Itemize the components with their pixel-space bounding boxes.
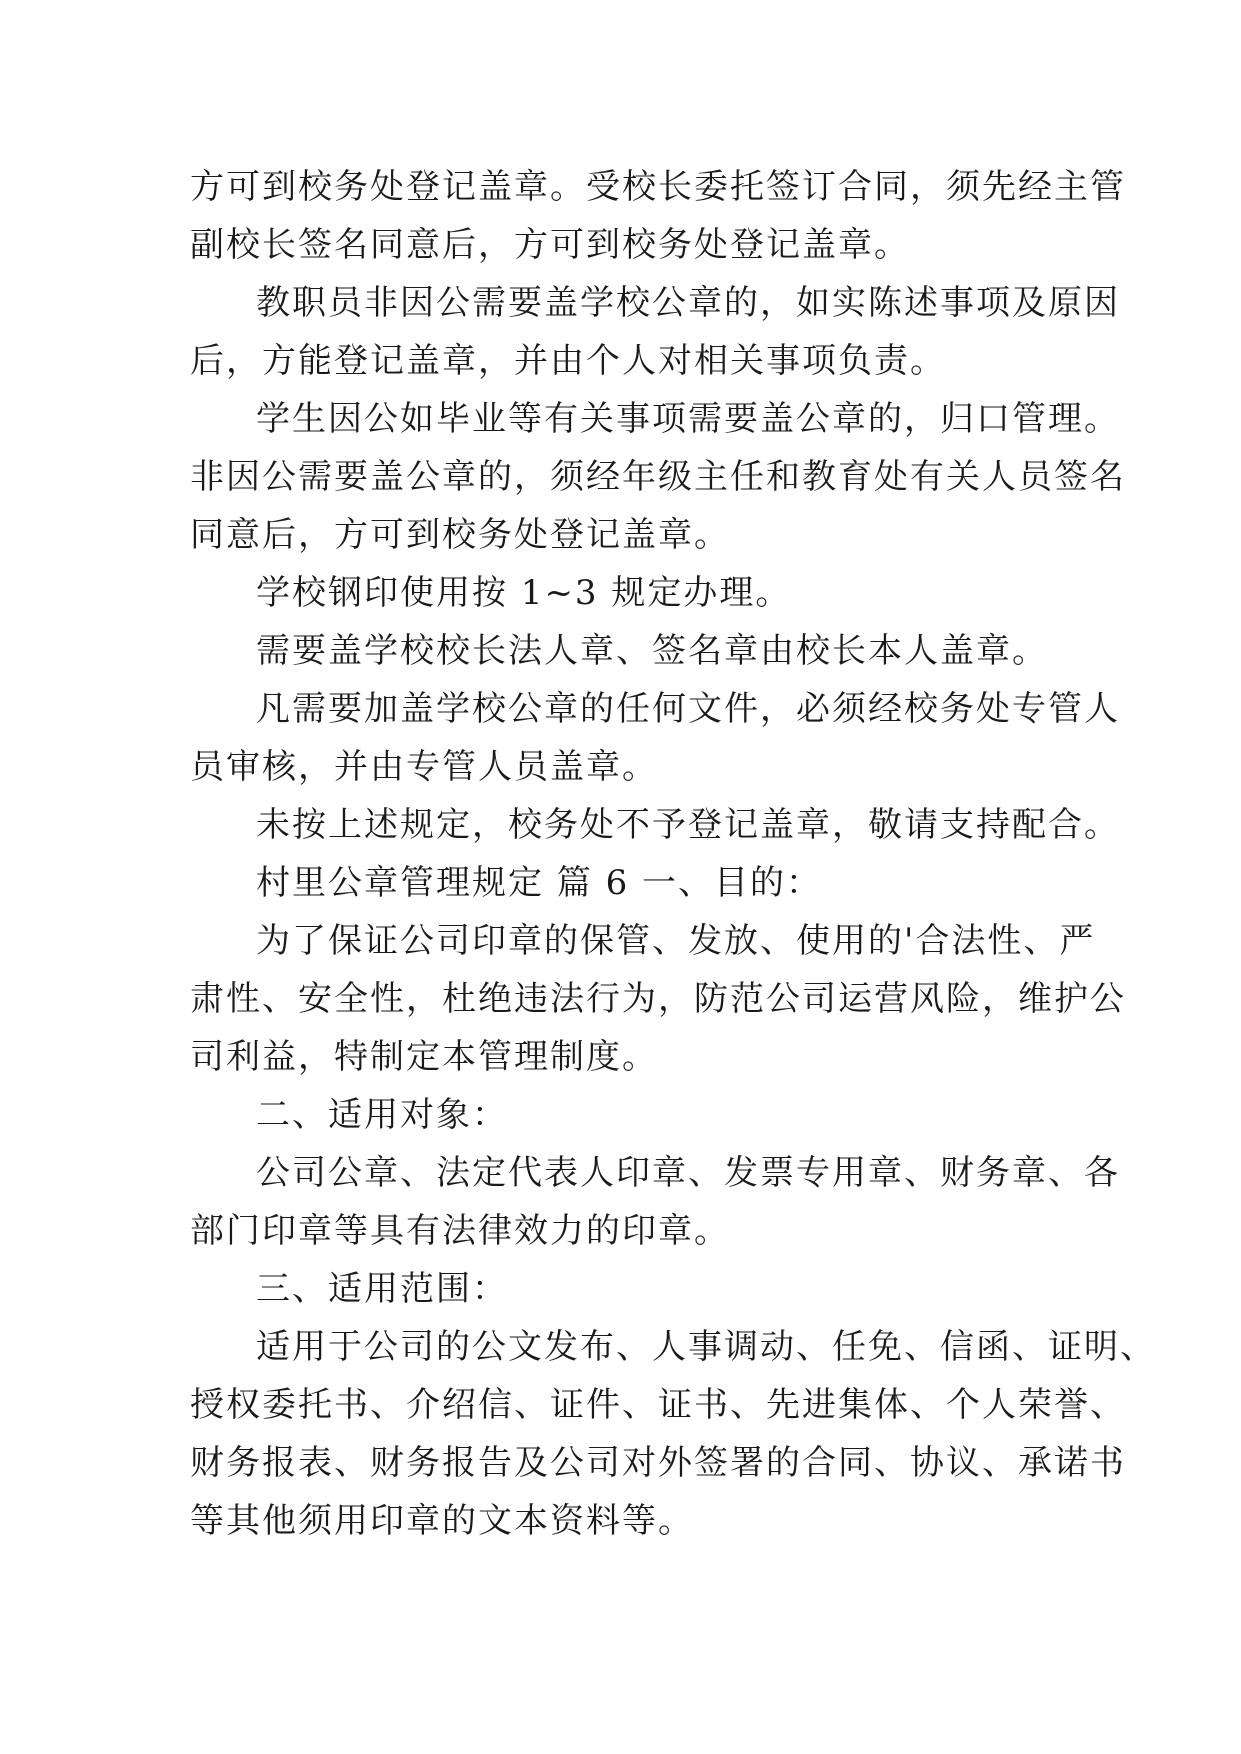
text-line: 方可到校务处登记盖章。受校长委托签订合同，须先经主管 <box>190 167 1126 207</box>
text-line: 等其他须用印章的文本资料等。 <box>190 1501 694 1541</box>
paragraph <box>190 912 1126 1086</box>
text-line: 需要盖学校校长法人章、签名章由校长本人盖章。 <box>256 631 1048 671</box>
section-heading <box>190 854 1060 912</box>
paragraph <box>190 390 1126 564</box>
text-line: 非因公需要盖公章的，须经年级主任和教育处有关人员签名 <box>190 457 1126 497</box>
text-line: 授权委托书、介绍信、证件、证书、先进集体、个人荣誉、 <box>190 1385 1126 1425</box>
text-line: 凡需要加盖学校公章的任何文件，必须经校务处专管人 <box>256 689 1120 729</box>
paragraph <box>190 274 1120 390</box>
text-line: 二、适用对象： <box>256 1095 508 1135</box>
text-line: 学生因公如毕业等有关事项需要盖公章的，归口管理。 <box>256 399 1120 439</box>
paragraph <box>190 564 1060 622</box>
text-line: 为了保证公司印章的保管、发放、使用的'合法性、严 <box>256 921 1096 961</box>
text-line: 肃性、安全性，杜绝违法行为，防范公司运营风险，维护公 <box>190 979 1126 1019</box>
text-line: 副校长签名同意后，方可到校务处登记盖章。 <box>190 225 910 265</box>
text-line: 公司公章、法定代表人印章、发票专用章、财务章、各 <box>256 1153 1120 1193</box>
paragraph <box>190 796 1120 854</box>
document-body <box>190 158 1156 1550</box>
paragraph <box>190 622 1060 680</box>
section-heading <box>190 1086 1060 1144</box>
paragraph <box>190 1144 1120 1260</box>
text-line: 员审核，并由专管人员盖章。 <box>190 747 658 787</box>
section-heading <box>190 1260 1060 1318</box>
text-line: 三、适用范围： <box>256 1269 508 1309</box>
text-line: 后，方能登记盖章，并由个人对相关事项负责。 <box>190 341 946 381</box>
text-line: 同意后，方可到校务处登记盖章。 <box>190 515 730 555</box>
text-line: 司利益，特制定本管理制度。 <box>190 1037 658 1077</box>
paragraph <box>190 680 1120 796</box>
text-line: 未按上述规定，校务处不予登记盖章，敬请支持配合。 <box>256 805 1120 845</box>
text-line: 适用于公司的公文发布、人事调动、任免、信函、证明、 <box>256 1327 1156 1367</box>
paragraph <box>190 1318 1156 1550</box>
text-line: 学校钢印使用按 1~3 规定办理。 <box>256 573 792 613</box>
text-line: 教职员非因公需要盖学校公章的，如实陈述事项及原因 <box>256 283 1120 323</box>
text-line: 财务报表、财务报告及公司对外签署的合同、协议、承诺书 <box>190 1443 1126 1483</box>
paragraph <box>190 158 1126 274</box>
text-line: 部门印章等具有法律效力的印章。 <box>190 1211 730 1251</box>
text-line: 村里公章管理规定 篇 6 一、目的： <box>256 863 823 903</box>
